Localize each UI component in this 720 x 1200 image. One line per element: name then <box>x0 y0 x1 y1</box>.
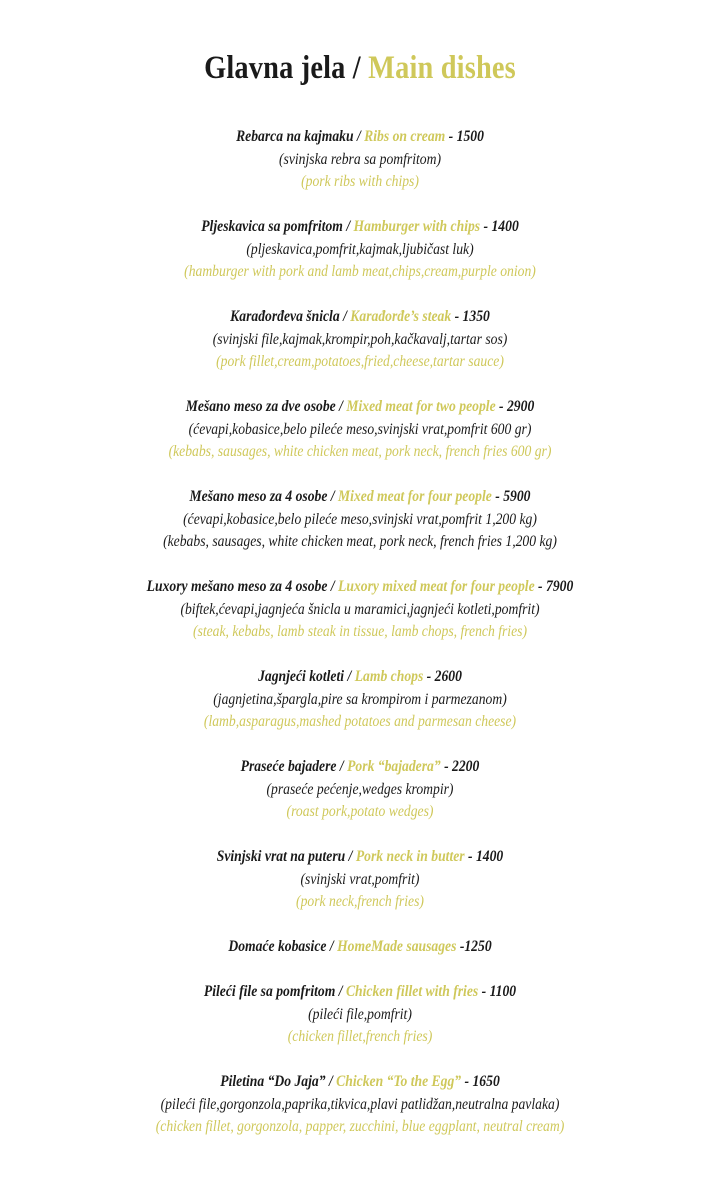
dish-description-english: (chicken fillet, gorgonzola, papper, zucchini, blue eggplant, neutral cream) <box>155 1118 565 1135</box>
dish-description-serbian: (pileći file,pomfrit) <box>308 1005 412 1023</box>
dish-price: - 7900 <box>534 578 574 595</box>
dish-item <box>0 306 720 396</box>
dish-name: Piletina “Do Jaja” / Chicken “To the Egg” - 1650 <box>220 1073 500 1090</box>
title-separator: / <box>345 50 369 86</box>
dish-name: Jagnjeći kotleti / Lamb chops - 2600 <box>258 668 462 685</box>
dish-name-serbian: Mešano meso za 4 osobe <box>189 488 328 505</box>
dish-name: Mešano meso za 4 osobe / Mixed meat for four people - 5900 <box>189 488 531 505</box>
dish-description-serbian: (svinjska rebra sa pomfritom) <box>278 150 442 168</box>
dish-item <box>0 1071 720 1161</box>
dish-description-serbian: (biftek,ćevapi,jagnjeća šnicla u maramici,jagnjeći kotleti,pomfrit) <box>180 600 540 618</box>
dish-name-english: Lamb chops <box>354 668 424 685</box>
dish-name-serbian: Luxory mešano meso za 4 osobe <box>146 578 328 595</box>
dish-item <box>0 756 720 846</box>
dish-item <box>0 486 720 576</box>
dish-list <box>0 126 720 1161</box>
dish-name-english: Chicken “To the Egg” <box>336 1073 462 1090</box>
dish-name-serbian: Jagnjeći kotleti <box>258 668 345 685</box>
dish-price: - 1400 <box>480 218 519 235</box>
dish-description-english: (roast pork,potato wedges) <box>286 803 434 820</box>
dish-description-serbian: (svinjski vrat,pomfrit) <box>300 870 420 888</box>
dish-item <box>0 981 720 1071</box>
dish-name-english: Mixed meat for two people <box>346 398 496 415</box>
dish-name: Luxory mešano meso za 4 osobe / Luxory mixed meat for four people - 7900 <box>146 578 574 595</box>
dish-price: - 1350 <box>451 308 490 325</box>
dish-name-english: Karađorđe’s steak <box>350 308 452 325</box>
dish-name-serbian: Pileći file sa pomfritom <box>203 983 336 1000</box>
dish-item <box>0 216 720 306</box>
dish-name-serbian: Praseće bajadere <box>240 758 337 775</box>
dish-description-serbian: (pileći file,gorgonzola,paprika,tikvica,plavi patlidžan,neutralna pavlaka) <box>160 1095 560 1113</box>
dish-description-english: (pork neck,french fries) <box>296 893 424 910</box>
dish-description-serbian: (ćevapi,kobasice,belo pileće meso,svinjski vrat,pomfrit 1,200 kg) <box>183 510 537 528</box>
dish-name: Pljeskavica sa pomfritom / Hamburger with chips - 1400 <box>201 218 519 235</box>
dish-name: Karađorđeva šnicla / Karađorđe’s steak - 1350 <box>230 308 490 325</box>
dish-name-serbian: Domaće kobasice <box>228 938 327 955</box>
dish-price: - 1400 <box>464 848 504 865</box>
dish-item <box>0 396 720 486</box>
dish-price: - 1650 <box>461 1073 500 1090</box>
dish-name-english: HomeMade sausages <box>337 938 457 955</box>
dish-name-english: Ribs on cream <box>364 128 446 145</box>
dish-name-english: Mixed meat for four people <box>338 488 492 505</box>
dish-price: - 5900 <box>491 488 531 505</box>
title-serbian: Glavna jela <box>204 50 346 86</box>
dish-description-english: (lamb,asparagus,mashed potatoes and parmesan cheese) <box>203 713 517 730</box>
dish-price: - 2600 <box>423 668 462 685</box>
dish-description-english: (kebabs, sausages, white chicken meat, pork neck, french fries 600 gr) <box>168 443 552 460</box>
dish-name-serbian: Svinjski vrat na puteru <box>216 848 346 865</box>
dish-name: Svinjski vrat na puteru / Pork neck in butter - 1400 <box>216 848 504 865</box>
dish-name-english: Pork “bajadera” <box>347 758 441 775</box>
dish-name-english: Hamburger with chips <box>353 218 481 235</box>
dish-description-english: (chicken fillet,french fries) <box>287 1028 433 1045</box>
dish-description-serbian: (jagnjetina,špargla,pire sa krompirom i parmezanom) <box>213 690 507 708</box>
dish-name: Praseće bajadere / Pork “bajadera” - 2200 <box>240 758 480 775</box>
dish-description-english: (steak, kebabs, lamb steak in tissue, lamb chops, french fries) <box>192 623 527 640</box>
title-english: Main dishes <box>368 50 516 86</box>
dish-price: -1250 <box>456 938 492 955</box>
dish-price: - 1100 <box>478 983 517 1000</box>
page-title <box>50 48 669 88</box>
dish-name-serbian: Piletina “Do Jaja” <box>220 1073 326 1090</box>
dish-name-english: Chicken fillet with fries <box>345 983 479 1000</box>
dish-name: Pileći file sa pomfritom / Chicken fillet with fries - 1100 <box>203 983 517 1000</box>
dish-description-serbian: (ćevapi,kobasice,belo pileće meso,svinjski vrat,pomfrit 600 gr) <box>188 420 532 438</box>
dish-description-serbian: (praseće pećenje,wedges krompir) <box>266 780 454 798</box>
dish-description-english: (hamburger with pork and lamb meat,chips,cream,purple onion) <box>184 263 536 280</box>
dish-item <box>0 126 720 216</box>
dish-name: Rebarca na kajmaku / Ribs on cream - 1500 <box>236 128 484 145</box>
dish-name-english: Luxory mixed meat for four people <box>338 578 535 595</box>
dish-name: Mešano meso za dve osobe / Mixed meat for two people - 2900 <box>185 398 535 415</box>
dish-name-serbian: Rebarca na kajmaku <box>236 128 354 145</box>
dish-name-serbian: Karađorđeva šnicla <box>230 308 340 325</box>
dish-name-serbian: Mešano meso za dve osobe <box>185 398 336 415</box>
dish-name: Domaće kobasice / HomeMade sausages -1250 <box>228 938 492 955</box>
dish-price: - 1500 <box>445 128 484 145</box>
dish-name-english: Pork neck in butter <box>355 848 465 865</box>
dish-description-english: (pork fillet,cream,potatoes,fried,cheese,tartar sauce) <box>216 353 504 370</box>
dish-item <box>0 576 720 666</box>
dish-description-english: (pork ribs with chips) <box>301 173 419 190</box>
dish-name-serbian: Pljeskavica sa pomfritom <box>201 218 343 235</box>
dish-item <box>0 846 720 936</box>
dish-description-serbian: (pljeskavica,pomfrit,kajmak,ljubičast luk) <box>246 240 474 258</box>
dish-price: - 2900 <box>495 398 535 415</box>
dish-price: - 2200 <box>440 758 480 775</box>
dish-item <box>0 666 720 756</box>
dish-description-english: (kebabs, sausages, white chicken meat, pork neck, french fries 1,200 kg) <box>163 533 557 550</box>
dish-description-serbian: (svinjski file,kajmak,krompir,poh,kačkavalj,tartar sos) <box>212 330 508 348</box>
dish-item <box>0 936 720 981</box>
